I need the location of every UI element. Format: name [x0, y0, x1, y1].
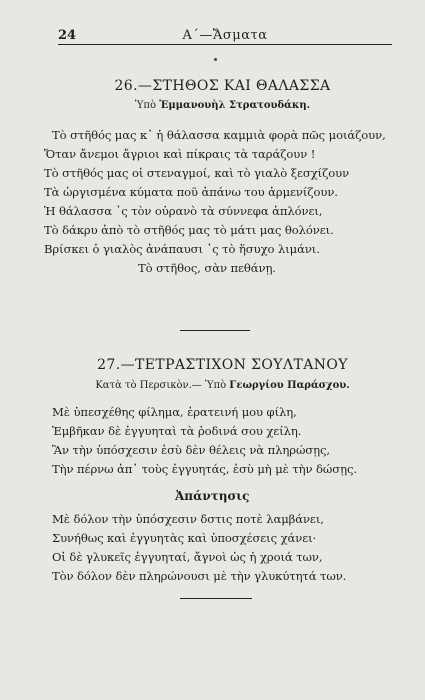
end-rule	[180, 598, 252, 599]
verse-line: Οἱ δὲ γλυκεῖς ἐγγυηταί, ἄγνοὶ ὡς ἡ χροιά των,	[52, 550, 323, 564]
page-number: 24	[58, 28, 77, 43]
author-name: Ἐμμανουὴλ Στρατουδάκη.	[159, 100, 311, 111]
poem-byline	[40, 100, 405, 111]
verse-line: Τὸ δάκρυ ἀπὸ τὸ στῆθός μας τὸ μάτι μας θολόνει.	[44, 223, 334, 237]
source-note: Κατὰ τὸ Περσικὸν.—	[95, 380, 202, 391]
reply-heading: Ἀπάντησις	[175, 489, 250, 503]
printer-dot	[214, 58, 217, 61]
author-name: Γεωργίου Παράσχου.	[229, 380, 350, 391]
verse-line: Τὸ στῆθος, σὰν πεθάνῃ.	[138, 261, 276, 275]
verse-line: Ἡ θάλασσα ῾ς τὸν οὐρανὸ τὰ σύννεφα ἁπλόνει,	[44, 204, 323, 218]
verse-line: Ἐμβῆκαν δὲ ἐγγυηταὶ τὰ ῥοδινά σου χείλη.	[52, 424, 302, 438]
poem-byline	[40, 380, 405, 391]
verse-line: Μὲ ὑπεσχέθης φίλημα, ἐρατεινή μου φίλη,	[52, 405, 297, 419]
verse-line: Τὴν πέρνω ἀπ᾽ τοὺς ἐγγυητάς, ἐσὺ μὴ μὲ τὴν δώσῃς.	[52, 462, 357, 476]
verse-line: Βρίσκει ὁ γιαλὸς ἀνάπαυσι ῾ς τὸ ἥσυχο λιμάνι.	[44, 242, 320, 256]
verse-line: Ἂν τὴν ὑπόσχεσιν ἐσὺ δὲν θέλεις νὰ πληρώσῃς,	[52, 443, 330, 457]
verse-line: Τὰ ὠργισμένα κύματα ποῦ ἀπάνω του ἀρμενίζουν.	[44, 185, 338, 199]
header-rule	[58, 44, 392, 45]
verse-line: Συνήθως καὶ ἐγγυητὰς καὶ ὑποσχέσεις χάνει·	[52, 531, 317, 545]
verse-line: Μὲ δόλον τὴν ὑπόσχεσιν δστις ποτὲ λαμβάνει,	[52, 512, 324, 526]
running-header	[58, 22, 392, 44]
poem-title: 27.—ΤΕΤΡΑΣΤΙΧΟΝ ΣΟΥΛΤΑΝΟΥ	[97, 357, 348, 373]
verse-line: Τὸ στῆθός μας οἱ στεναγμοί, καὶ τὸ γιαλὸ ξεσχίζουν	[44, 166, 350, 180]
byline-prefix: Ὑπὸ	[134, 100, 156, 111]
verse-line: Τὸν δόλον δὲν πληρώνουσι μὲ τὴν γλυκύτητά των.	[52, 569, 347, 583]
byline-prefix: Ὑπὸ	[204, 380, 227, 391]
poem-title: 26.—ΣΤΗΘΟΣ ΚΑΙ ΘΑΛΑΣΣΑ	[114, 78, 331, 94]
verse-line: Τὸ στῆθός μας κ᾽ ἡ θάλασσα καμμιὰ φορὰ πῶς μοιάζουν,	[52, 128, 386, 142]
running-title: Α΄—Ἄσματα	[182, 28, 268, 43]
verse-line: Ὅταν ἄνεμοι ἄγριοι καὶ πίκραις τὰ ταράζουν !	[44, 147, 316, 161]
section-divider	[180, 330, 250, 331]
